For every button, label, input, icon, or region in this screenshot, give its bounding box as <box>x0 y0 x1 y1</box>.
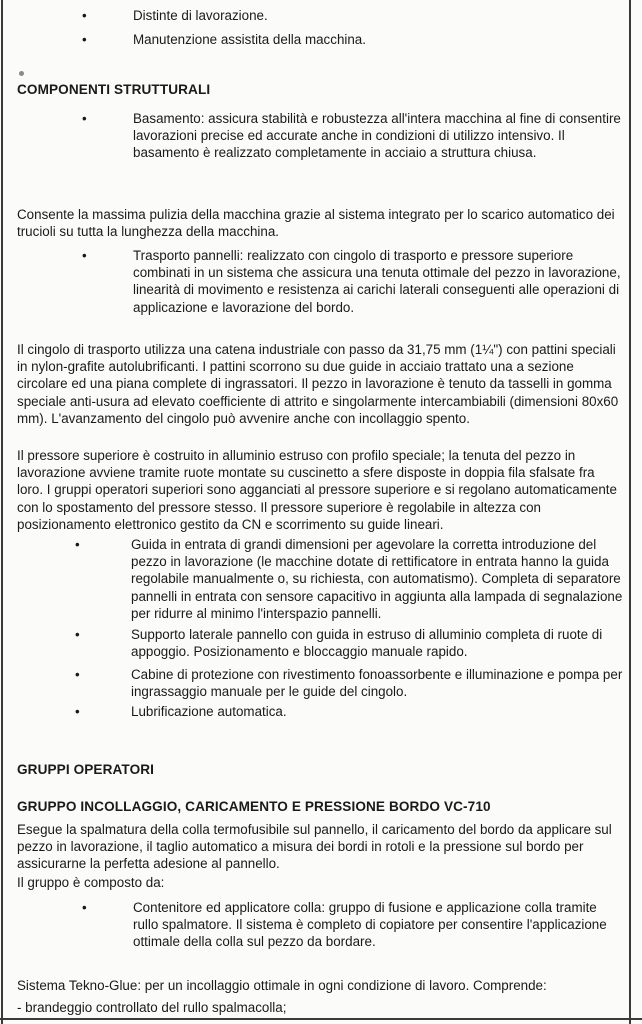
section-heading-gruppi: GRUPPI OPERATORI <box>17 762 155 777</box>
right-border-line <box>629 0 631 1024</box>
bullet-icon: • <box>82 111 87 126</box>
bottom-border-line <box>0 1018 642 1020</box>
paragraph-tekno-glue: Sistema Tekno-Glue: per un incollaggio ottimale in ogni condizione di lavoro. Comprende: <box>17 978 547 993</box>
subsection-heading-vc710: GRUPPO INCOLLAGGIO, CARICAMENTO E PRESSIONE BORDO VC-710 <box>17 799 491 814</box>
bullet-icon: • <box>75 627 80 642</box>
bullet-icon: • <box>75 667 80 682</box>
paragraph-brandeggio: - brandeggio controllato del rullo spalmacolla; <box>17 1000 287 1015</box>
bullet-icon: • <box>82 32 87 47</box>
section-heading-structural: COMPONENTI STRUTTURALI <box>17 82 211 97</box>
scan-speck <box>19 71 24 76</box>
left-border-line <box>1 0 3 1024</box>
paragraph-pulizia: Consente la massima pulizia della macchina grazie al sistema integrato per lo scarico automatico dei trucioli su tutta la lunghezza della macchina. <box>17 207 615 240</box>
paragraph-composto: Il gruppo è composto da: <box>17 875 165 890</box>
list-item-text: Distinte di lavorazione. <box>133 8 268 23</box>
paragraph-cingolo: Il cingolo di trasporto utilizza una catena industriale con passo da 31,75 mm (1¼") con pattini speciali in nylon-grafite autolubrificanti. I pattini scorrono su due guide in acciaio trattato una a sezione circolare ed una piana complete di ingrassatori. Il pezzo in lavorazione è tenuto da tasselli in gomma speciale anti-usura ad elevato coefficiente di attrito e singolarmente intercambiabili (dimensioni 80x60 mm). L'avanzamento del cingolo può avvenire anche con incollaggio spento. <box>17 342 619 426</box>
list-item-text: Manutenzione assistita della macchina. <box>133 32 366 47</box>
bullet-icon: • <box>75 704 80 719</box>
paragraph-pressore: Il pressore superiore è costruito in alluminio estruso con profilo speciale; la tenuta del pezzo in lavorazione avviene tramite ruote montate su cuscinetto a sfere disposte in doppia fila sfalsate fra loro. I gruppi operatori superiori sono agganciati al pressore superiore e si regolano automaticamente con lo spostamento del pressore stesso. Il pressore superiore è regolabile in altezza con posizionamento elettronico gestito da CN e scorrimento su guide lineari. <box>17 448 617 532</box>
paragraph-esegue: Esegue la spalmatura della colla termofusibile sul pannello, il caricamento del bordo da applicare sul pezzo in lavorazione, il taglio automatico a misura dei bordi in rotoli e la pressione sul bordo per assicurarne la perfetta adesione al pannello. <box>17 822 612 872</box>
bullet-icon: • <box>82 900 87 915</box>
bullet-icon: • <box>82 248 87 263</box>
list-item-text: Contenitore ed applicatore colla: gruppo di fusione e applicazione colla tramite rullo spalmatore. Il sistema è completo di copiatore per consentire l'applicazione ottimale della colla sul pezzo da bordare. <box>133 900 607 950</box>
list-item-text: Trasporto pannelli: realizzato con cingolo di trasporto e pressore superiore combinati in un sistema che assicura una tenuta ottimale del pezzo in lavorazione, linearità di movimento e resistenza ai carichi laterali conseguenti alle operazioni di applicazione e lavorazione del bordo. <box>133 248 621 315</box>
bullet-icon: • <box>82 8 87 23</box>
bullet-icon: • <box>75 537 80 552</box>
list-item-text: Cabine di protezione con rivestimento fonoassorbente e illuminazione e pompa per ingrassaggio manuale per le guide del cingolo. <box>131 667 623 700</box>
list-item-text: Supporto laterale pannello con guida in estruso di alluminio completa di ruote di appoggio. Posizionamento e bloccaggio manuale rapido. <box>131 627 603 660</box>
list-item-text: Guida in entrata di grandi dimensioni per agevolare la corretta introduzione del pezzo in lavorazione (le macchine dotate di rettificatore in entrata hanno la guida regolabile manualmente o, su richiesta, con automatismo). Completa di separatore pannelli in entrata con sensore capacitivo in aggiunta alla lampada di segnalazione per ridurre al minimo l'interspazio pannelli. <box>131 537 623 621</box>
list-item-text: Basamento: assicura stabilità e robustezza all'intera macchina al fine di consentire lavorazioni precise ed accurate anche in condizioni di utilizzo intensivo. Il basamento è realizzato completamente in acciaio a struttura chiusa. <box>133 111 621 161</box>
list-item-text: Lubrificazione automatica. <box>131 704 287 719</box>
